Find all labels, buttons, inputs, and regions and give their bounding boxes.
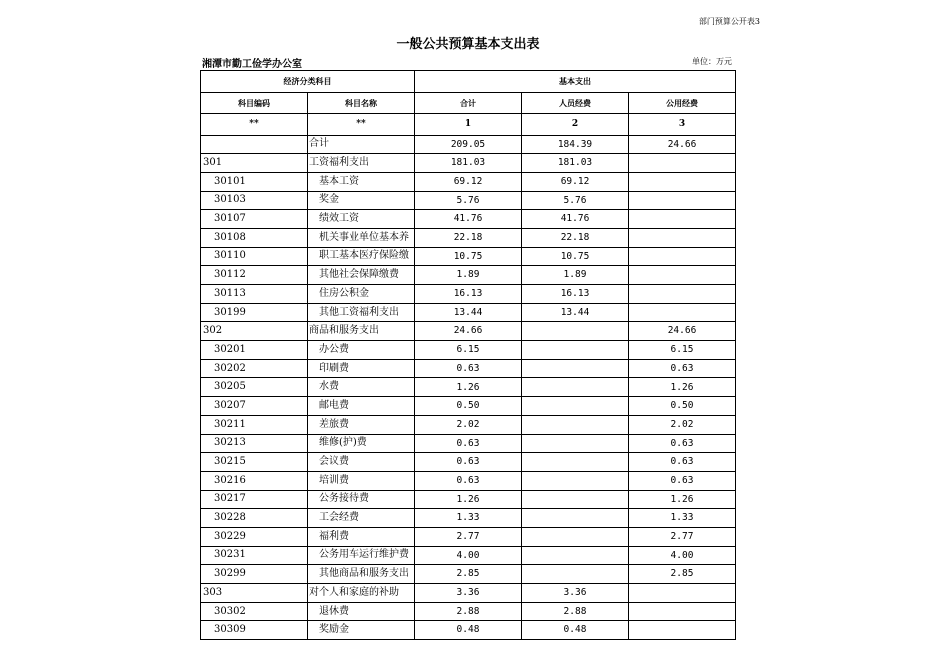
row-public: 0.63	[629, 453, 736, 472]
row-personnel: 13.44	[522, 303, 629, 322]
row-total: 16.13	[415, 285, 522, 304]
row-code: 30299	[201, 565, 308, 584]
index-total: 1	[415, 114, 522, 136]
row-code: 30211	[201, 415, 308, 434]
row-name: 公务接待费	[308, 490, 415, 509]
row-code: 30113	[201, 285, 308, 304]
row-personnel	[522, 359, 629, 378]
row-code: 302	[201, 322, 308, 341]
row-name: 福利费	[308, 527, 415, 546]
table-row	[201, 527, 736, 546]
row-total: 6.15	[415, 341, 522, 360]
row-total: 1.89	[415, 266, 522, 285]
row-total: 181.03	[415, 154, 522, 173]
row-code: 30228	[201, 509, 308, 528]
table-row	[201, 210, 736, 229]
row-total: 0.63	[415, 434, 522, 453]
row-code: 30207	[201, 397, 308, 416]
unit-label: 单位：万元	[692, 57, 732, 66]
row-personnel: 10.75	[522, 247, 629, 266]
row-public: 0.63	[629, 471, 736, 490]
row-code: 30205	[201, 378, 308, 397]
table-row	[201, 303, 736, 322]
row-name: 合计	[308, 135, 415, 154]
table-row	[201, 471, 736, 490]
row-name: 印刷费	[308, 359, 415, 378]
row-code: 30216	[201, 471, 308, 490]
row-name: 退休费	[308, 602, 415, 621]
row-public: 24.66	[629, 322, 736, 341]
row-total: 10.75	[415, 247, 522, 266]
row-total: 22.18	[415, 228, 522, 247]
row-name: 住房公积金	[308, 285, 415, 304]
row-public: 24.66	[629, 135, 736, 154]
row-total: 2.02	[415, 415, 522, 434]
row-public	[629, 303, 736, 322]
row-name: 绩效工资	[308, 210, 415, 229]
row-code: 30217	[201, 490, 308, 509]
table-row	[201, 453, 736, 472]
organization-name: 湘潭市勤工俭学办公室	[202, 59, 302, 70]
row-name: 机关事业单位基本养	[308, 228, 415, 247]
row-total: 5.76	[415, 191, 522, 210]
row-total: 0.63	[415, 471, 522, 490]
row-personnel	[522, 341, 629, 360]
row-public: 6.15	[629, 341, 736, 360]
row-personnel	[522, 397, 629, 416]
row-total: 2.88	[415, 602, 522, 621]
row-code: 30229	[201, 527, 308, 546]
row-public	[629, 247, 736, 266]
row-public	[629, 154, 736, 173]
row-name: 工会经费	[308, 509, 415, 528]
row-public	[629, 210, 736, 229]
table-row	[201, 509, 736, 528]
row-total: 0.50	[415, 397, 522, 416]
table-row	[201, 228, 736, 247]
row-name: 水费	[308, 378, 415, 397]
row-public: 2.77	[629, 527, 736, 546]
row-public	[629, 285, 736, 304]
row-personnel	[522, 490, 629, 509]
row-code: 30302	[201, 602, 308, 621]
row-name: 其他社会保障缴费	[308, 266, 415, 285]
row-personnel: 69.12	[522, 172, 629, 191]
row-public: 2.02	[629, 415, 736, 434]
table-row	[201, 322, 736, 341]
row-code: 301	[201, 154, 308, 173]
row-personnel: 3.36	[522, 584, 629, 603]
table-row	[201, 247, 736, 266]
row-personnel: 5.76	[522, 191, 629, 210]
row-total: 3.36	[415, 584, 522, 603]
table-row	[201, 397, 736, 416]
row-code: 30199	[201, 303, 308, 322]
table-row	[201, 621, 736, 640]
header-col-personnel: 人员经费	[522, 92, 629, 114]
row-public	[629, 584, 736, 603]
row-code: 30108	[201, 228, 308, 247]
row-total: 0.63	[415, 453, 522, 472]
table-row	[201, 434, 736, 453]
index-name: **	[308, 114, 415, 136]
table-body	[201, 135, 736, 640]
row-personnel	[522, 527, 629, 546]
row-total: 2.85	[415, 565, 522, 584]
row-public	[629, 266, 736, 285]
table-row	[201, 172, 736, 191]
row-public	[629, 621, 736, 640]
row-public	[629, 602, 736, 621]
row-personnel	[522, 453, 629, 472]
row-public: 1.26	[629, 490, 736, 509]
row-public: 0.50	[629, 397, 736, 416]
row-total: 24.66	[415, 322, 522, 341]
table-row	[201, 359, 736, 378]
row-name: 工资福利支出	[308, 154, 415, 173]
row-code: 30202	[201, 359, 308, 378]
row-code: 30112	[201, 266, 308, 285]
table-row	[201, 154, 736, 173]
row-personnel: 1.89	[522, 266, 629, 285]
table-row	[201, 565, 736, 584]
row-total: 69.12	[415, 172, 522, 191]
row-personnel	[522, 546, 629, 565]
row-code: 30213	[201, 434, 308, 453]
index-personnel: 2	[522, 114, 629, 136]
header-column-row	[201, 92, 736, 114]
row-public	[629, 228, 736, 247]
row-name: 差旅费	[308, 415, 415, 434]
row-code: 30231	[201, 546, 308, 565]
row-personnel	[522, 434, 629, 453]
row-code: 30215	[201, 453, 308, 472]
row-total: 209.05	[415, 135, 522, 154]
row-name: 基本工资	[308, 172, 415, 191]
table-row	[201, 378, 736, 397]
row-name: 商品和服务支出	[308, 322, 415, 341]
table-row	[201, 191, 736, 210]
row-public	[629, 172, 736, 191]
row-total: 4.00	[415, 546, 522, 565]
row-personnel: 22.18	[522, 228, 629, 247]
row-name: 对个人和家庭的补助	[308, 584, 415, 603]
row-name: 邮电费	[308, 397, 415, 416]
row-public: 1.26	[629, 378, 736, 397]
row-name: 奖金	[308, 191, 415, 210]
row-total: 1.26	[415, 490, 522, 509]
row-total: 1.33	[415, 509, 522, 528]
table-row	[201, 266, 736, 285]
table-row	[201, 285, 736, 304]
row-total: 13.44	[415, 303, 522, 322]
row-personnel	[522, 565, 629, 584]
row-public	[629, 191, 736, 210]
table-row	[201, 602, 736, 621]
row-personnel: 2.88	[522, 602, 629, 621]
header-col-public: 公用经费	[629, 92, 736, 114]
row-name: 办公费	[308, 341, 415, 360]
row-code: 30309	[201, 621, 308, 640]
header-col-total: 合计	[415, 92, 522, 114]
table-row	[201, 584, 736, 603]
table-number-note: 部门预算公开表3	[698, 17, 760, 26]
header-basic-expenditure: 基本支出	[415, 71, 736, 93]
header-group-row	[201, 71, 736, 93]
table-row	[201, 341, 736, 360]
row-public: 1.33	[629, 509, 736, 528]
budget-table	[200, 70, 736, 640]
row-public: 0.63	[629, 359, 736, 378]
table-row	[201, 415, 736, 434]
row-total: 0.48	[415, 621, 522, 640]
row-code: 30110	[201, 247, 308, 266]
row-code: 30107	[201, 210, 308, 229]
row-public: 2.85	[629, 565, 736, 584]
index-public: 3	[629, 114, 736, 136]
index-code: **	[201, 114, 308, 136]
row-name: 培训费	[308, 471, 415, 490]
row-code: 30101	[201, 172, 308, 191]
row-public: 4.00	[629, 546, 736, 565]
row-name: 公务用车运行维护费	[308, 546, 415, 565]
row-personnel: 181.03	[522, 154, 629, 173]
row-personnel	[522, 509, 629, 528]
header-index-row	[201, 114, 736, 136]
page-title: 一般公共预算基本支出表	[396, 37, 540, 52]
row-name: 其他商品和服务支出	[308, 565, 415, 584]
table-row	[201, 135, 736, 154]
row-personnel: 184.39	[522, 135, 629, 154]
header-economic-classification: 经济分类科目	[201, 71, 415, 93]
row-code: 30103	[201, 191, 308, 210]
header-col-name: 科目名称	[308, 92, 415, 114]
row-total: 41.76	[415, 210, 522, 229]
row-name: 会议费	[308, 453, 415, 472]
row-name: 奖励金	[308, 621, 415, 640]
row-personnel	[522, 378, 629, 397]
row-public: 0.63	[629, 434, 736, 453]
row-total: 2.77	[415, 527, 522, 546]
table-row	[201, 490, 736, 509]
row-personnel: 0.48	[522, 621, 629, 640]
row-code	[201, 135, 308, 154]
row-total: 0.63	[415, 359, 522, 378]
row-total: 1.26	[415, 378, 522, 397]
row-personnel: 16.13	[522, 285, 629, 304]
row-personnel	[522, 322, 629, 341]
row-name: 维修(护)费	[308, 434, 415, 453]
row-personnel	[522, 471, 629, 490]
row-name: 其他工资福利支出	[308, 303, 415, 322]
row-name: 职工基本医疗保险缴	[308, 247, 415, 266]
row-personnel	[522, 415, 629, 434]
row-personnel: 41.76	[522, 210, 629, 229]
header-col-code: 科目编码	[201, 92, 308, 114]
row-code: 303	[201, 584, 308, 603]
row-code: 30201	[201, 341, 308, 360]
table-row	[201, 546, 736, 565]
